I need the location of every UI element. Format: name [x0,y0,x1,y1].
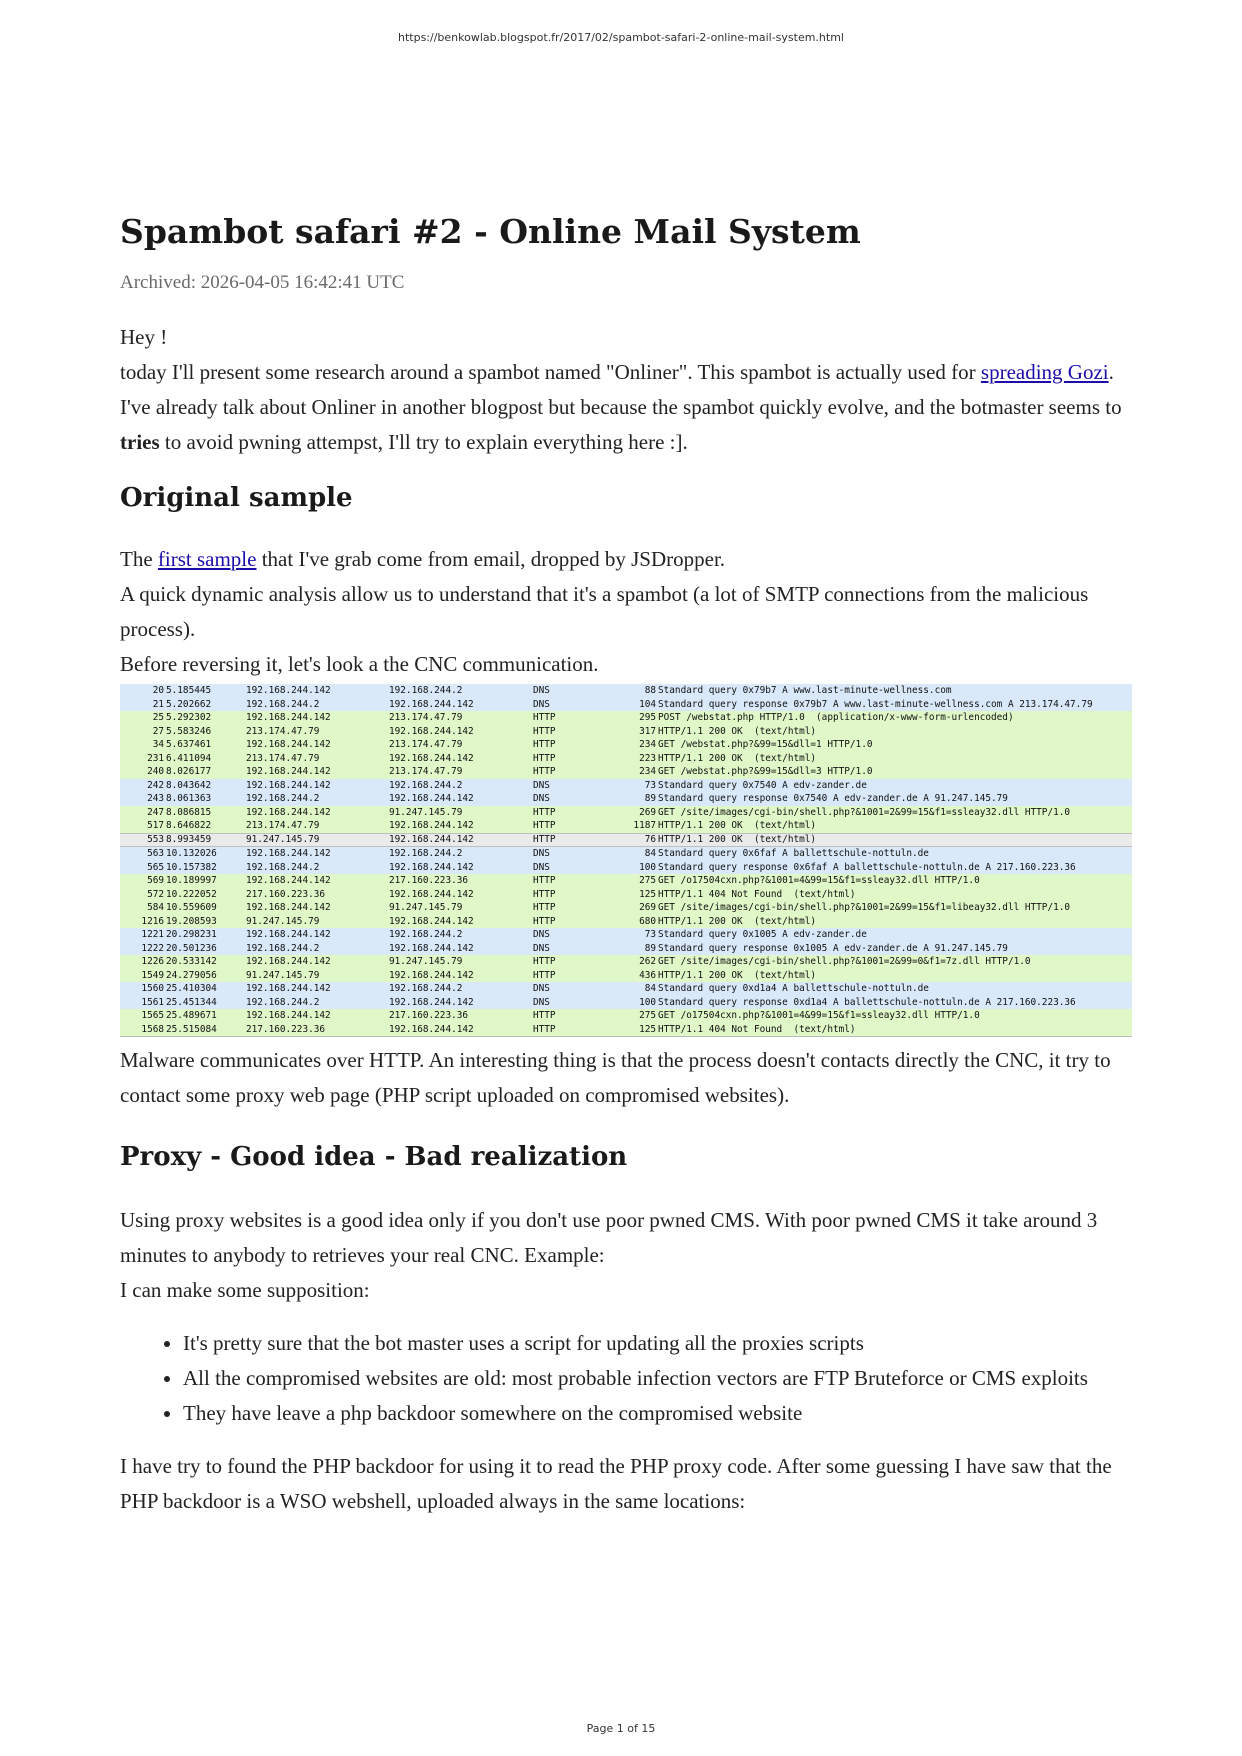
packet-cell-info: Standard query 0x1005 A edv-zander.de [658,929,867,940]
packet-cell-info: GET /webstat.php?&99=15&dll=3 HTTP/1.0 [658,766,873,777]
packet-cell-len: 1187 [633,820,656,831]
packet-cell-dst: 192.168.244.142 [389,793,474,804]
packet-cell-len: 275 [639,875,656,886]
packet-cell-no: 1222 [141,942,164,954]
packet-cell-src: 192.168.244.142 [246,766,331,777]
intro-paragraph-2: I've already talk about Onliner in another blogpost but because the spambot quickly evolve, and the botmaster seems to tries to avoid pwning attempst, I'll try to explain everything here :]. [120,395,1122,454]
packet-cell-no: 1560 [141,983,164,994]
packet-cell-info: HTTP/1.1 200 OK (text/html) [658,915,817,927]
bold-tries: tries [120,430,160,454]
packet-cell-dst: 192.168.244.142 [389,996,474,1008]
packet-cell-no: 584 [147,902,164,913]
packet-cell-src: 192.168.244.142 [246,779,331,791]
packet-cell-proto: DNS [533,942,550,954]
packet-row [120,819,1132,833]
packet-row [120,711,1132,725]
packet-cell-proto: HTTP [533,902,556,913]
packet-cell-dst: 192.168.244.142 [389,969,474,981]
packet-cell-len: 84 [644,983,656,994]
packet-cell-dst: 192.168.244.2 [389,983,463,994]
packet-row [120,698,1132,712]
packet-cell-len: 269 [639,806,656,818]
packet-row [120,833,1132,848]
cnc-intro-paragraph: Before reversing it, let's look a the CNC communication. [120,652,599,676]
packet-row [120,955,1132,969]
packet-cell-time: 8.043642 [166,779,212,791]
packet-row [120,779,1132,793]
packet-cell-time: 10.157382 [166,861,217,873]
packet-cell-info: HTTP/1.1 200 OK (text/html) [658,820,817,831]
packet-cell-info: Standard query response 0xd1a4 A ballettschule-nottuln.de A 217.160.223.36 [658,996,1076,1008]
packet-cell-len: 436 [639,969,656,981]
packet-cell-len: 104 [639,698,656,710]
analysis-paragraph: A quick dynamic analysis allow us to understand that it's a spambot (a lot of SMTP connections from the malicious process). [120,582,1089,641]
packet-row [120,792,1132,806]
supposition-paragraph: I can make some supposition: [120,1278,370,1302]
packet-cell-len: 223 [639,752,656,764]
packet-cell-src: 213.174.47.79 [246,820,320,831]
packet-row [120,915,1132,929]
packet-cell-len: 89 [644,942,656,954]
packet-cell-src: 192.168.244.142 [246,983,331,994]
packet-cell-time: 24.279056 [166,969,217,981]
packet-cell-dst: 91.247.145.79 [389,956,463,967]
packet-cell-len: 234 [639,766,656,777]
packet-cell-proto: HTTP [533,875,556,886]
packet-cell-src: 192.168.244.142 [246,806,331,818]
packet-cell-proto: DNS [533,779,550,791]
packet-cell-no: 553 [147,833,164,845]
packet-cell-time: 20.533142 [166,956,217,967]
packet-cell-len: 125 [639,888,656,900]
packet-cell-dst: 192.168.244.142 [389,725,474,737]
packet-cell-no: 247 [147,806,164,818]
packet-cell-len: 234 [639,739,656,750]
packet-cell-info: GET /o17504cxn.php?&1001=4&99=15&f1=ssleay32.dll HTTP/1.0 [658,1010,980,1021]
packet-cell-info: Standard query response 0x7540 A edv-zander.de A 91.247.145.79 [658,793,1008,804]
packet-cell-src: 192.168.244.142 [246,1010,331,1021]
packet-cell-len: 89 [644,793,656,804]
packet-cell-proto: HTTP [533,752,556,764]
packet-cell-info: HTTP/1.1 200 OK (text/html) [658,752,817,764]
packet-cell-info: Standard query response 0x79b7 A www.last-minute-wellness.com A 213.174.47.79 [658,698,1093,710]
packet-cell-time: 20.298231 [166,929,217,940]
packet-cell-dst: 192.168.244.142 [389,861,474,873]
packet-cell-dst: 192.168.244.2 [389,848,463,859]
list-item: • They have leave a php backdoor somewhere on the compromised website [183,1396,1132,1431]
sample-paragraph: The first sample that I've grab come from email, dropped by JSDropper. [120,547,726,571]
packet-cell-len: 269 [639,902,656,913]
packet-cell-len: 295 [639,712,656,723]
packet-cell-src: 192.168.244.142 [246,739,331,750]
packet-cell-info: Standard query response 0x1005 A edv-zander.de A 91.247.145.79 [658,942,1008,954]
packet-cell-proto: HTTP [533,766,556,777]
packet-cell-src: 217.160.223.36 [246,888,326,900]
packet-cell-proto: HTTP [533,725,556,737]
proxy-paragraph: Using proxy websites is a good idea only if you don't use poor pwned CMS. With poor pwned CMS it take around 3 minutes to anybody to retrieves your real CNC. Example: [120,1208,1098,1267]
packet-cell-no: 572 [147,888,164,900]
section-heading-proxy: Proxy - Good idea - Bad realization [120,1142,628,1172]
packet-cell-time: 5.292302 [166,712,212,723]
packet-cell-no: 517 [147,820,164,831]
packet-cell-time: 8.026177 [166,766,212,777]
packet-cell-no: 242 [147,779,164,791]
packet-cell-no: 231 [147,752,164,764]
packet-cell-info: GET /o17504cxn.php?&1001=4&99=15&f1=ssleay32.dll HTTP/1.0 [658,875,980,886]
packet-cell-dst: 217.160.223.36 [389,1010,469,1021]
packet-cell-info: HTTP/1.1 404 Not Found (text/html) [658,888,856,900]
packet-cell-time: 25.489671 [166,1010,217,1021]
packet-cell-no: 1216 [141,915,164,927]
packet-cell-src: 192.168.244.142 [246,712,331,723]
packet-cell-time: 25.515084 [166,1023,217,1035]
packet-cell-time: 10.189997 [166,875,217,886]
packet-cell-proto: DNS [533,685,550,696]
packet-cell-src: 192.168.244.2 [246,996,320,1008]
packet-cell-dst: 213.174.47.79 [389,766,463,777]
packet-cell-dst: 192.168.244.142 [389,752,474,764]
packet-capture-screenshot [120,684,1132,1037]
source-url: https://benkowlab.blogspot.fr/2017/02/spambot-safari-2-online-mail-system.html [398,31,844,44]
packet-cell-dst: 192.168.244.142 [389,942,474,954]
packet-cell-proto: DNS [533,983,550,994]
packet-cell-time: 8.993459 [166,833,212,845]
packet-cell-no: 243 [147,793,164,804]
packet-cell-time: 10.132026 [166,848,217,859]
packet-row [120,1023,1132,1037]
packet-cell-no: 21 [152,698,164,710]
packet-row [120,942,1132,956]
packet-cell-proto: HTTP [533,833,556,845]
packet-cell-len: 84 [644,848,656,859]
packet-cell-dst: 213.174.47.79 [389,739,463,750]
packet-cell-info: GET /site/images/cgi-bin/shell.php?&1001=2&99=0&f1=7z.dll HTTP/1.0 [658,956,1031,967]
packet-row [120,725,1132,739]
packet-cell-src: 192.168.244.2 [246,942,320,954]
packet-row [120,888,1132,902]
packet-row [120,752,1132,766]
packet-cell-info: Standard query response 0x6faf A ballettschule-nottuln.de A 217.160.223.36 [658,861,1076,873]
packet-cell-src: 192.168.244.2 [246,793,320,804]
packet-cell-time: 20.501236 [166,942,217,954]
packet-cell-src: 91.247.145.79 [246,915,320,927]
packet-row [120,684,1132,698]
packet-cell-time: 6.411094 [166,752,212,764]
list-item: • It's pretty sure that the bot master uses a script for updating all the proxies scripts [183,1326,1132,1361]
packet-cell-src: 192.168.244.142 [246,848,331,859]
section-heading-original-sample: Original sample [120,483,353,513]
packet-cell-proto: HTTP [533,956,556,967]
packet-cell-len: 317 [639,725,656,737]
packet-cell-len: 76 [644,833,656,845]
packet-cell-no: 34 [152,739,164,750]
packet-cell-info: GET /site/images/cgi-bin/shell.php?&1001=2&99=15&f1=ssleay32.dll HTTP/1.0 [658,806,1071,818]
packet-cell-proto: DNS [533,861,550,873]
packet-cell-info: Standard query 0x7540 A edv-zander.de [658,779,867,791]
packet-row [120,765,1132,779]
packet-row [120,996,1132,1010]
packet-cell-no: 25 [152,712,164,723]
packet-cell-src: 213.174.47.79 [246,725,320,737]
packet-cell-src: 192.168.244.142 [246,929,331,940]
packet-cell-proto: DNS [533,698,550,710]
intro-greeting: Hey ! [120,325,168,349]
packet-cell-dst: 192.168.244.142 [389,820,474,831]
packet-cell-proto: DNS [533,996,550,1008]
packet-cell-proto: HTTP [533,739,556,750]
packet-cell-proto: DNS [533,793,550,804]
list-item: • All the compromised websites are old: most probable infection vectors are FTP Bruteforce or CMS exploits [183,1361,1132,1396]
packet-row [120,969,1132,983]
packet-cell-info: Standard query 0xd1a4 A ballettschule-nottuln.de [658,983,929,994]
packet-cell-dst: 213.174.47.79 [389,712,463,723]
packet-cell-no: 565 [147,861,164,873]
packet-row [120,847,1132,861]
packet-cell-proto: HTTP [533,1010,556,1021]
packet-cell-dst: 192.168.244.142 [389,1023,474,1035]
packet-cell-info: GET /webstat.php?&99=15&dll=1 HTTP/1.0 [658,739,873,750]
backdoor-paragraph: I have try to found the PHP backdoor for using it to read the PHP proxy code. After some guessing I have saw that the PHP backdoor is a WSO webshell, uploaded always in the same locations: [120,1454,1112,1513]
packet-cell-proto: HTTP [533,712,556,723]
packet-row [120,874,1132,888]
packet-cell-time: 25.451344 [166,996,217,1008]
packet-cell-info: HTTP/1.1 200 OK (text/html) [658,833,817,845]
packet-cell-len: 100 [639,861,656,873]
http-paragraph: Malware communicates over HTTP. An interesting thing is that the process doesn't contacts directly the CNC, it try to contact some proxy web page (PHP script uploaded on compromised websites). [120,1048,1111,1107]
packet-row [120,982,1132,996]
packet-cell-len: 100 [639,996,656,1008]
packet-cell-info: HTTP/1.1 200 OK (text/html) [658,725,817,737]
packet-cell-src: 91.247.145.79 [246,969,320,981]
packet-cell-src: 192.168.244.2 [246,861,320,873]
packet-cell-src: 91.247.145.79 [246,833,320,845]
page-number: Page 1 of 15 [586,1722,656,1735]
archived-timestamp: Archived: 2026-04-05 16:42:41 UTC [120,272,405,293]
packet-cell-info: GET /site/images/cgi-bin/shell.php?&1001=2&99=15&f1=libeay32.dll HTTP/1.0 [658,902,1071,913]
page-title: Spambot safari #2 - Online Mail System [120,212,861,251]
packet-row [120,738,1132,752]
packet-cell-len: 680 [639,915,656,927]
packet-cell-time: 25.410304 [166,983,217,994]
packet-cell-proto: HTTP [533,820,556,831]
packet-cell-no: 20 [152,685,164,696]
packet-cell-no: 563 [147,848,164,859]
packet-cell-dst: 192.168.244.142 [389,888,474,900]
packet-cell-no: 1568 [141,1023,164,1035]
packet-cell-info: HTTP/1.1 200 OK (text/html) [658,969,817,981]
packet-cell-no: 27 [152,725,164,737]
packet-cell-time: 5.637461 [166,739,212,750]
article [120,210,1132,1519]
packet-cell-time: 5.185445 [166,685,212,696]
packet-cell-len: 88 [644,685,656,696]
packet-cell-len: 73 [644,779,656,791]
packet-cell-src: 192.168.244.142 [246,685,331,696]
packet-cell-time: 5.202662 [166,698,212,710]
packet-row [120,1009,1132,1023]
packet-cell-src: 192.168.244.142 [246,875,331,886]
packet-row [120,806,1132,820]
packet-cell-src: 217.160.223.36 [246,1023,326,1035]
packet-cell-no: 569 [147,875,164,886]
packet-row [120,928,1132,942]
packet-cell-time: 5.583246 [166,725,212,737]
packet-cell-dst: 192.168.244.2 [389,779,463,791]
packet-cell-info: POST /webstat.php HTTP/1.0 (application/x-www-form-urlencoded) [658,712,1014,723]
packet-cell-info: Standard query 0x79b7 A www.last-minute-wellness.com [658,685,952,696]
packet-cell-time: 19.208593 [166,915,217,927]
packet-cell-no: 1226 [141,956,164,967]
packet-cell-no: 1561 [141,996,164,1008]
packet-cell-proto: HTTP [533,969,556,981]
packet-cell-dst: 192.168.244.2 [389,685,463,696]
first-sample-link[interactable]: first sample [157,547,257,571]
intro-paragraph: today I'll present some research around a spambot named "Onliner". This spambot is actually used for spreading Gozi. [120,360,1114,384]
packet-cell-dst: 192.168.244.142 [389,698,474,710]
packet-cell-dst: 217.160.223.36 [389,875,469,886]
packet-cell-dst: 192.168.244.142 [389,833,474,845]
spreading-gozi-link[interactable]: spreading Gozi [980,360,1109,384]
packet-cell-dst: 91.247.145.79 [389,806,463,818]
packet-cell-time: 8.646822 [166,820,212,831]
packet-cell-proto: HTTP [533,888,556,900]
packet-cell-no: 1221 [141,929,164,940]
packet-cell-proto: HTTP [533,915,556,927]
packet-cell-time: 8.086815 [166,806,212,818]
packet-cell-time: 10.222052 [166,888,217,900]
packet-cell-no: 240 [147,766,164,777]
packet-cell-len: 125 [639,1023,656,1035]
packet-cell-time: 10.559609 [166,902,217,913]
packet-cell-proto: DNS [533,929,550,940]
packet-cell-info: Standard query 0x6faf A ballettschule-nottuln.de [658,848,929,859]
packet-cell-dst: 91.247.145.79 [389,902,463,913]
packet-cell-len: 275 [639,1010,656,1021]
packet-cell-src: 192.168.244.2 [246,698,320,710]
supposition-list [120,1326,1132,1431]
packet-cell-src: 192.168.244.142 [246,902,331,913]
packet-cell-src: 213.174.47.79 [246,752,320,764]
packet-cell-info: HTTP/1.1 404 Not Found (text/html) [658,1023,856,1035]
packet-cell-time: 8.061363 [166,793,212,804]
packet-row [120,861,1132,875]
packet-row [120,901,1132,915]
packet-cell-no: 1549 [141,969,164,981]
packet-cell-proto: HTTP [533,1023,556,1035]
packet-cell-proto: HTTP [533,806,556,818]
packet-cell-len: 73 [644,929,656,940]
packet-cell-dst: 192.168.244.2 [389,929,463,940]
packet-cell-len: 262 [639,956,656,967]
packet-cell-no: 1565 [141,1010,164,1021]
packet-cell-src: 192.168.244.142 [246,956,331,967]
packet-cell-dst: 192.168.244.142 [389,915,474,927]
packet-cell-proto: DNS [533,848,550,859]
